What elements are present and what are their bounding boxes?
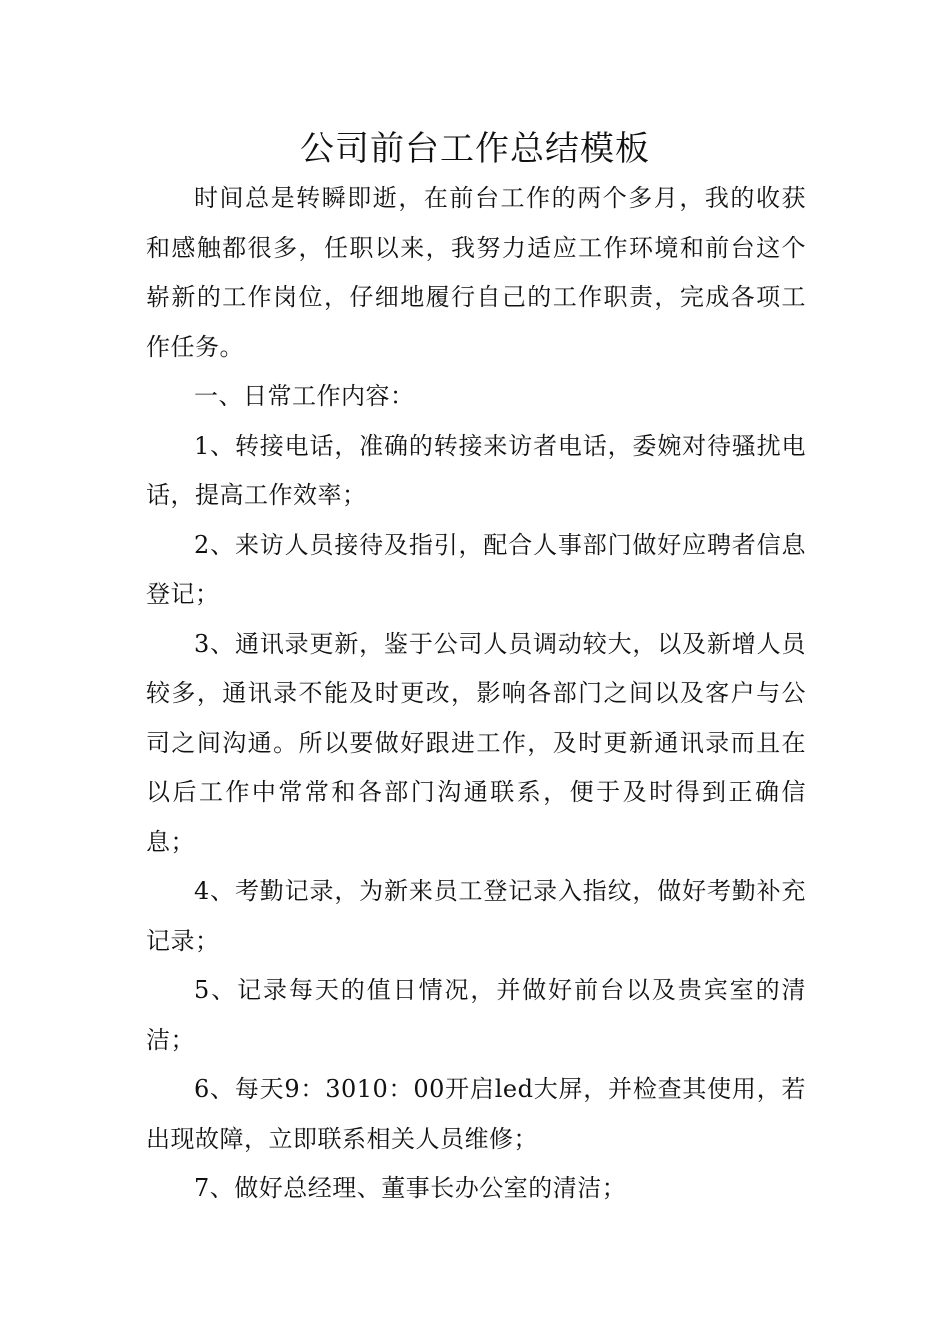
list-item-2: 2、来访人员接待及指引，配合人事部门做好应聘者信息登记； [146,530,806,608]
list-item-4: 4、考勤记录，为新来员工登记录入指纹，做好考勤补充记录； [146,877,806,955]
list-item-6: 6、每天9：3010：00开启led大屏，并检查其使用，若出现故障，立即联系相关人员维修； [146,1075,806,1153]
paragraph-intro: 时间总是转瞬即逝，在前台工作的两个多月，我的收获和感触都很多，任职以来，我努力适应工作环境和前台这个崭新的工作岗位，仔细地履行自己的工作职责，完成各项工作任务。 [146,184,806,361]
document-body [146,174,806,1214]
document-title: 公司前台工作总结模板 [300,129,650,169]
list-item-3: 3、通讯录更新，鉴于公司人员调动较大，以及新增人员较多，通讯录不能及时更改，影响各部门之间以及客户与公司之间沟通。所以要做好跟进工作，及时更新通讯录而且在以后工作中常常和各部门沟通联系，便于及时得到正确信息； [146,629,806,856]
list-item-1: 1、转接电话，准确的转接来访者电话，委婉对待骚扰电话，提高工作效率； [146,431,806,509]
section-heading-daily-work: 一、日常工作内容： [194,382,415,410]
list-item-5: 5、记录每天的值日情况，并做好前台以及贵宾室的清洁； [146,976,806,1054]
list-item-7: 7、做好总经理、董事长办公室的清洁； [194,1174,627,1202]
